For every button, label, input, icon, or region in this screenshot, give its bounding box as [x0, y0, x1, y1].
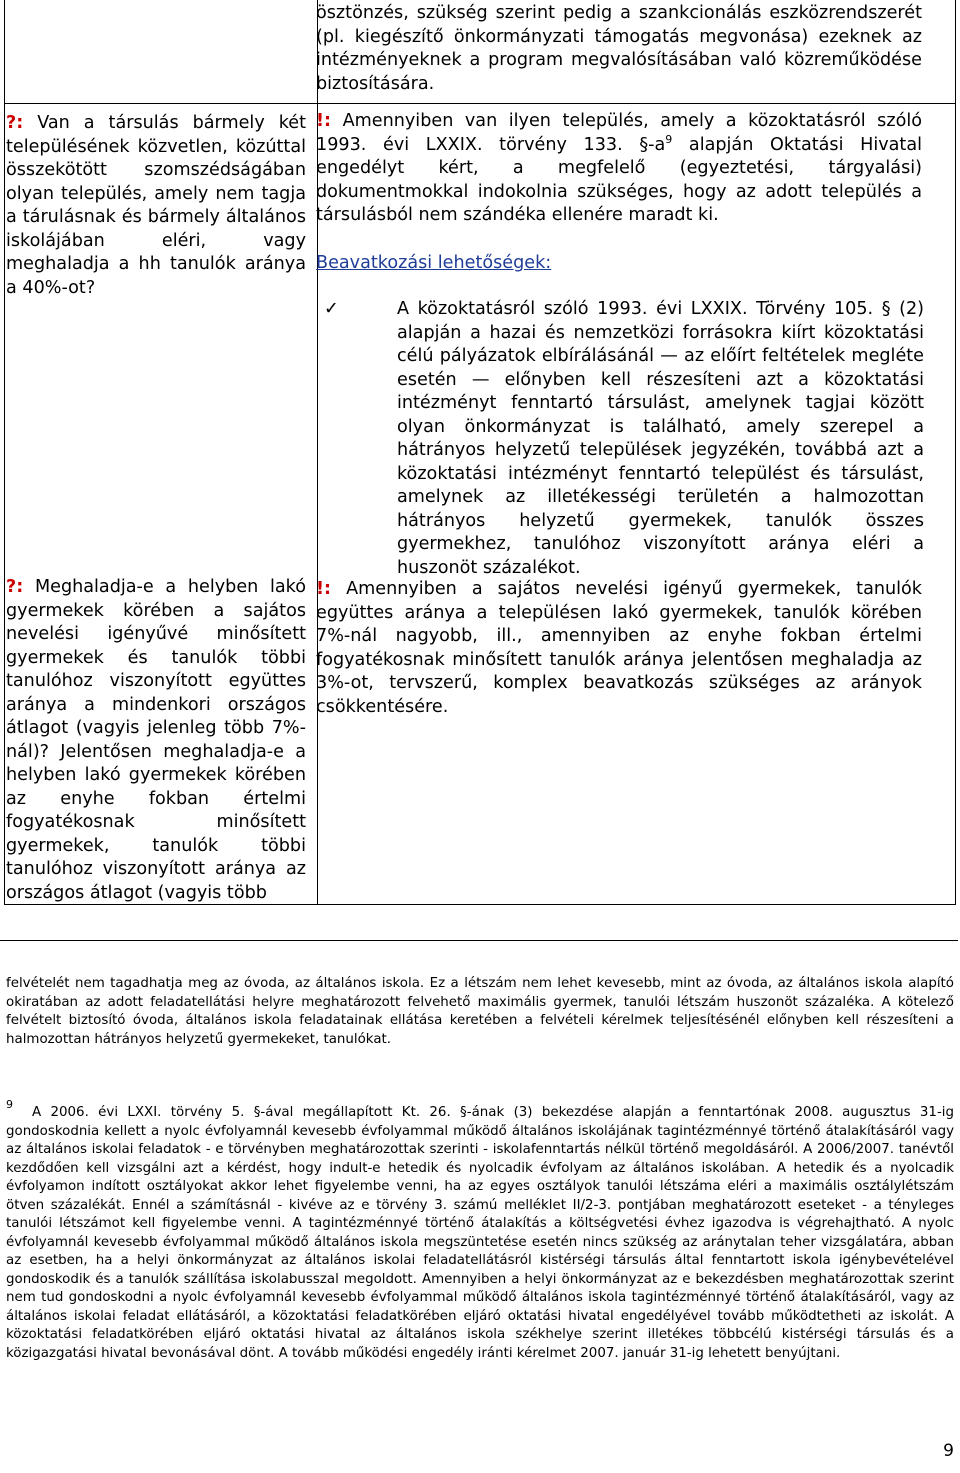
- row-divider: [5, 103, 955, 104]
- question-marker: ?:: [6, 577, 24, 597]
- checklist-text: A közoktatásról szóló 1993. évi LXXIX. Törvény 105. § (2) alapján a hazai és nemzetközi forrásokra kiírt közoktatási célú pályázatok elbírálásánál — az előírt feltételek megléte esetén — előnyben kell részesíteni azt a közoktatási intézményt fenntartó társulást, amelynek tagjai között olyan önkormányzat is található, amely szerepel a hátrányos helyzetű települések jegyzékén, továbbá azt a közoktatási intézményt fenntartó települést és társulást, amelynek az illetékességi területén a halmozottan hátrányos helyzetű gyermekek, tanulók összes gyermekhez, tanulóhoz viszonyított aránya eléri a huszonöt százalékot.: [397, 299, 924, 578]
- checklist-item: [324, 298, 924, 578]
- footnote-continuation: felvételét nem tagadhatja meg az óvoda, az általános iskola. Ez a létszám nem lehet kevesebb, mint az óvoda, az általános iskola alapító okiratában az adott feladatellátási helyre meghatározott felvehető maximális gyermek, tanulói létszám huszonöt százaléka. A kötelező felvételt biztosító óvoda, általános iskola feladatainak ellátása keretében a felvételi kérelmek teljesítésénél előnyben kell részesíteni a halmozottan hátrányos helyzetű gyermekeket, tanulókat.: [6, 976, 954, 1047]
- answer-2: !: Amennyiben a sajátos nevelési igényű gyermekek, tanulók együttes aránya a településen lakó gyermekek, tanulók körében 7%-nál nagyobb, ill., amennyiben az enyhe fokban értelmi fogyatékosnak minősített tanulók aránya jelentősen meghaladja az 3%-ot, tervszerű, komplex beavatkozás szükséges az arányok csökkentésére.: [316, 579, 922, 717]
- answer-1: !: Amennyiben van ilyen település, amely a közoktatásról szóló 1993. évi LXXIX. törvény 133. $\S-a^9$ alapján Oktatási Hivatal engedélyt kért, a megfelelő (egyeztetési, tárgyalási) dokumentmokkal indokolnia szükséges, hogy az adott település a társulásból nem szándéka ellenére maradt ki.: [316, 111, 922, 225]
- section-heading: Beavatkozási lehetőségek:: [316, 253, 552, 273]
- footnote-number: 9: [6, 1098, 13, 1111]
- answer-marker: !:: [316, 111, 332, 131]
- answer-marker: !:: [316, 579, 332, 599]
- page-number: 9: [943, 1441, 954, 1461]
- footnote-separator: [0, 940, 958, 941]
- question-marker: ?:: [6, 113, 24, 133]
- footnote-ref[interactable]: 9: [665, 132, 673, 146]
- checkmark-icon: ✓: [324, 299, 339, 319]
- question-1: ?: Van a társulás bármely két településének közvetlen, közúttal összekötött szomszédságában olyan település, amely nem tagja a tárulásnak és bármely általános iskolájában eléri, vagy meghaladja a hh tanulók aránya a 40%-ot?: [6, 113, 306, 298]
- continued-paragraph: ösztönzés, szükség szerint pedig a szankcionálás eszközrendszerét (pl. kiegészítő önkormányzati támogatás megvonása) ezeknek az intézményeknek a program megvalósításában való közreműködése biztosítására.: [316, 3, 922, 94]
- question-2: ?: Meghaladja-e a helyben lakó gyermekek körében a sajátos nevelési igényűvé minősített gyermekek és tanulók többi tanulóhoz viszonyított együttes aránya a mindenkori országos átlagot (vagyis jelenleg több 7%-nál)? Jelentősen meghaladja-e a helyben lakó gyermekek körében az enyhe fokban értelmi fogyatékosnak minősített gyermekek, tanulók többi tanulóhoz viszonyított aránya az országos átlagot (vagyis több: [6, 577, 306, 903]
- footnote-9: A 2006. évi LXXI. törvény 5. §-ával megállapított Kt. 26. §-ának (3) bekezdése alapján a fenntartónak 2008. augusztus 31-ig gondoskodnia kellett a nyolc évfolyamnál kevesebb évfolyammal működő általános iskolájának tagintézménnyé történő átalakításáról vagy az általános iskolai feladatok - e törvényben meghatározottak szerinti - iskolafenntartás nélkül történő megoldásáról. A 2006/2007. tanévtől kezdődően kell vizsgálni azt a kérdést, hogy indult-e hetedik és nyolcadik évfolyam az általános iskolában. A hetedik és a nyolcadik évfolyamon indított osztályokat akkor lehet figyelembe venni, ha az egyes osztályok tanulói létszáma eléri a maximális osztálylétszám ötven százalékát. Ennél a számításnál - kivéve az e törvény 3. számú melléklet II/2-3. pontjában meghatározott eseteket - a tényleges tanulói létszámot kell figyelembe venni. A tagintézménnyé történő átalakítás a költségvetési évhez igazodva is végrehajtható. A nyolc évfolyamnál kevesebb évfolyammal működő általános iskola megszüntetése esetén nincs szükség az aránytalan teher vizsgálatára, abban az esetben, ha a helyi önkormányzat az általános iskolai feladatellátásról kistérségi társulás által fenntartott iskola igénybevételével gondoskodik és a tanulók szállítása iskolabusszal megoldott. Amennyiben a helyi önkormányzat az e bekezdésben meghatározottak szerint nem tud gondoskodni a nyolc évfolyamnál kevesebb évfolyammal működő általános iskola tagintézménnyé történő átalakításáról, vagy az általános iskolai feladat ellátásáról, a közoktatási feladatkörében eljáró oktatási hivatal engedélyével tovább működtetheti az iskolát. A közoktatási feladatkörében eljáró oktatási hivatal az általános iskola székhelye szerint illetékes többcélú kistérségi társulás és a közigazgatási hivatal bevonásával dönt. A tovább működési engedély iránti kérelmet 2007. január 31-ig lehetett benyújtani.: [6, 1105, 954, 1361]
